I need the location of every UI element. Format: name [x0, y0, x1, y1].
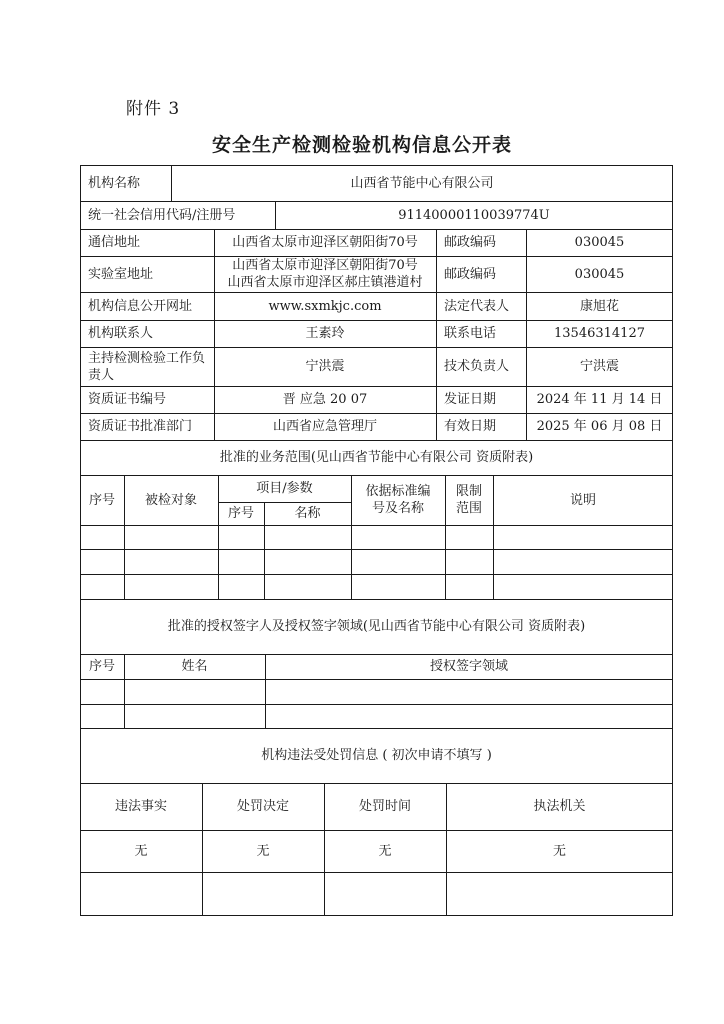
contact-value: 王素玲 [305, 326, 345, 341]
website-value: www.sxmkjc.com [268, 298, 382, 314]
scope-col-item-seq: 序号 [227, 506, 254, 521]
scope-col-seq: 序号 [88, 492, 115, 508]
chief-label: 主持检测检验工作负责人 [88, 350, 206, 383]
address-postcode-label: 邮政编码 [444, 235, 497, 250]
rule [80, 574, 673, 575]
scope-col-item-param: 项目/参数 [256, 481, 313, 496]
website-label: 机构信息公开网址 [88, 298, 193, 314]
signers-heading: 批准的授权签字人及授权签字领域(见山西省节能中心有限公司 资质附表) [167, 619, 586, 634]
contact-label: 机构联系人 [88, 326, 154, 341]
scope-col-item-name: 名称 [294, 506, 321, 521]
lab-address-value [214, 256, 436, 292]
tech-lead-value: 宁洪震 [579, 359, 619, 374]
scope-heading: 批准的业务范围(见山西省节能中心有限公司 资质附表) [219, 450, 534, 465]
signers-col-name: 姓名 [181, 659, 208, 674]
lab-address-label: 实验室地址 [88, 266, 154, 282]
org-name-value: 山西省节能中心有限公司 [350, 175, 494, 191]
rule [80, 525, 673, 526]
penalty-col-fact: 违法事实 [114, 799, 167, 814]
issue-date-label: 发证日期 [444, 392, 497, 407]
phone-label: 联系电话 [444, 326, 497, 341]
address-postcode-value: 030045 [574, 235, 625, 250]
penalty-authority-value: 无 [552, 843, 566, 859]
lab-postcode-label: 邮政编码 [444, 266, 497, 282]
address-label: 通信地址 [88, 235, 141, 250]
valid-date-label: 有效日期 [444, 419, 497, 434]
credit-code-value: 91140000110039774U [398, 207, 550, 223]
attachment-label: 附件 3 [126, 99, 181, 119]
cert-no-value: 晋 应急 20 07 [282, 392, 368, 407]
signers-col-seq: 序号 [88, 659, 115, 674]
page-title: 安全生产检测检验机构信息公开表 [211, 134, 512, 156]
penalty-col-time: 处罚时间 [358, 799, 411, 814]
scope-col-limit: 限制范围 [455, 484, 482, 516]
chief-value: 宁洪震 [305, 359, 345, 374]
tech-lead-label: 技术负责人 [444, 359, 510, 374]
lab-postcode-value: 030045 [574, 266, 625, 282]
rule [80, 679, 673, 680]
rule [80, 549, 673, 550]
legal-rep-value: 康旭花 [579, 298, 619, 314]
lab-address-line-2: 山西省太原市迎泽区郝庄镇港道村 [227, 275, 423, 290]
legal-rep-label: 法定代表人 [444, 298, 510, 314]
approve-dept-value: 山西省应急管理厅 [272, 419, 377, 434]
info-table [80, 165, 673, 916]
penalty-decision-value: 无 [256, 843, 270, 859]
issue-date-value: 2024 年 11 月 14 日 [536, 392, 663, 407]
rule [80, 704, 673, 705]
penalty-col-authority: 执法机关 [533, 799, 586, 814]
address-value: 山西省太原市迎泽区朝阳街70号 [232, 235, 418, 250]
cert-no-label: 资质证书编号 [88, 392, 167, 407]
penalty-time-value: 无 [378, 843, 392, 859]
table-border-bottom [80, 915, 673, 916]
phone-value: 13546314127 [554, 326, 645, 341]
credit-code-label: 统一社会信用代码/注册号 [88, 207, 236, 223]
rule [80, 872, 673, 873]
penalty-fact-value: 无 [134, 843, 148, 859]
scope-col-standard: 依据标准编号及名称 [365, 484, 431, 516]
lab-address-line-1: 山西省太原市迎泽区朝阳街70号 [232, 258, 418, 273]
penalty-col-decision: 处罚决定 [236, 799, 289, 814]
org-name-label: 机构名称 [88, 175, 141, 191]
signers-col-field: 授权签字领域 [429, 659, 508, 674]
valid-date-value: 2025 年 06 月 08 日 [536, 419, 663, 434]
scope-col-object: 被检对象 [144, 492, 197, 508]
penalty-heading: 机构违法受处罚信息 ( 初次申请不填写 ) [261, 748, 492, 763]
scope-col-note: 说明 [569, 492, 596, 508]
approve-dept-label: 资质证书批准部门 [88, 419, 193, 434]
